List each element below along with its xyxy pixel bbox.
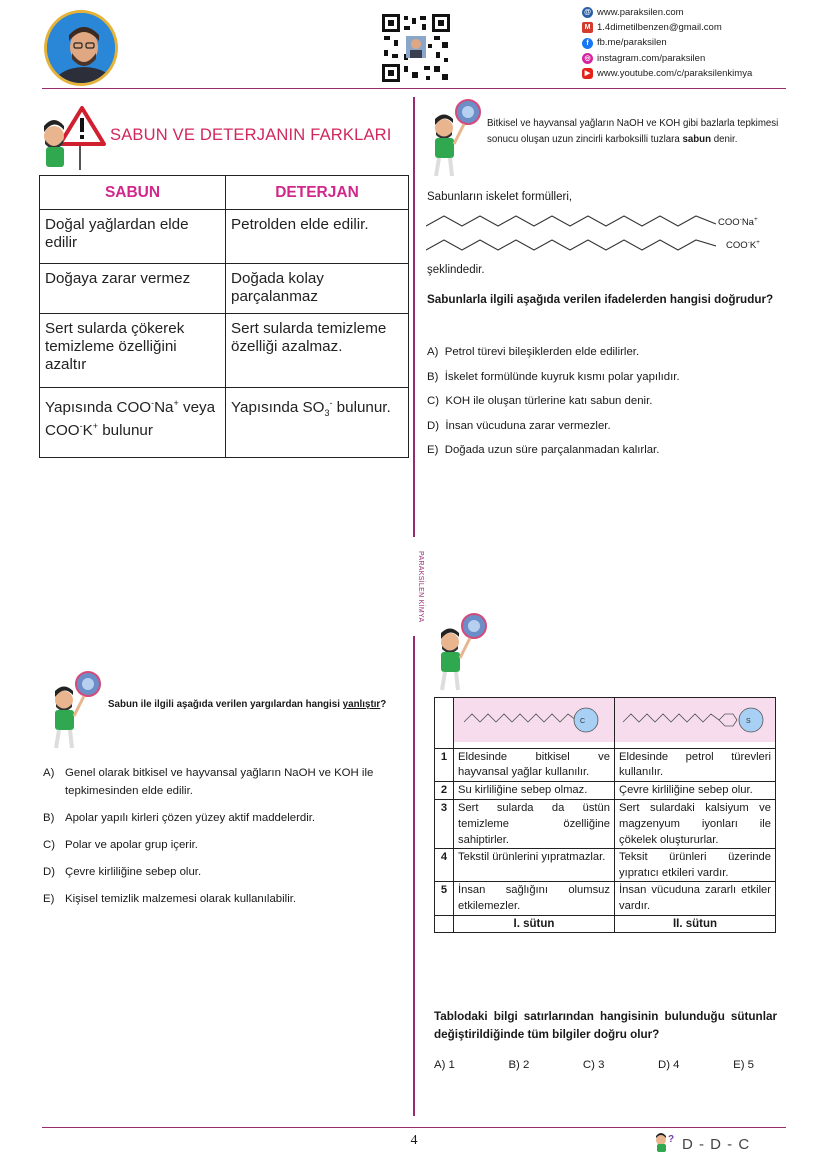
row-number: 1 (435, 748, 454, 781)
table-cell: Sert sularda çökerek temizleme özelliğini azaltır (40, 314, 226, 388)
mascot-scientist-icon (44, 670, 106, 754)
option-e[interactable]: E) Kişisel temizlik malzemesi olarak kullanılabilir. (43, 893, 297, 905)
contact-email[interactable]: M 1.4dimetilbenzen@gmail.com (582, 20, 752, 35)
column-1-cell: Eldesinde bitkisel ve hayvansal yağlar kullanılır. (454, 748, 615, 781)
side-brand-text: PARAKSİLEN KİMYA (417, 551, 424, 623)
question-text: Sabunlarla ilgili aşağıda verilen ifadelerden hangisi doğrudur? (427, 293, 774, 306)
contact-instagram[interactable]: ◎ instagram.com/paraksilen (582, 51, 752, 66)
answer-options (434, 1059, 754, 1071)
header-divider (42, 88, 786, 89)
contact-facebook[interactable]: f fb.me/paraksilen (582, 35, 752, 50)
soap-detergent-table (39, 175, 409, 458)
formula-suffix: şeklindedir. (427, 264, 485, 276)
header-sabun: SABUN (40, 176, 226, 210)
option-e[interactable]: E) 5 (733, 1059, 754, 1071)
web-icon: @ (582, 7, 593, 18)
answer-options (43, 764, 405, 917)
svg-text:S: S (746, 718, 751, 725)
section-title: SABUN VE DETERJANIN FARKLARI (110, 126, 392, 144)
table-cell: Sert sularda temizleme özelliği azalmaz. (226, 314, 409, 388)
option-a[interactable]: A) Petrol türevi bileşiklerden elde edilirler. (427, 346, 640, 358)
table-cell: Petrolden elde edilir. (226, 210, 409, 264)
mascot-scientist-icon (430, 612, 492, 696)
facebook-icon: f (582, 38, 593, 49)
contact-list (582, 5, 752, 81)
table-cell: Doğaya zarar vermez (40, 264, 226, 314)
column-divider-bottom (413, 636, 415, 1116)
question-text: Tablodaki bilgi satırlarından hangisinin bulunduğu sütunlar değiştirildiğinde tüm bilgiler doğru olur? (434, 1010, 777, 1041)
detergent-structure-image (615, 698, 776, 749)
option-d[interactable]: D) Çevre kirliliğine sebep olur. (43, 866, 202, 878)
row-number: 5 (435, 882, 454, 915)
column-1-cell: İnsan sağlığını olumsuz etkilemezler. (454, 882, 615, 915)
option-a[interactable]: A) 1 (434, 1059, 455, 1071)
option-b[interactable]: B) İskelet formülünde kuyruk kısmı polar yapılıdır. (427, 370, 680, 383)
table-row (435, 781, 776, 800)
option-b[interactable]: B) 2 (508, 1059, 530, 1071)
soap-definition: Bitkisel ve hayvansal yağların NaOH ve KOH gibi bazlarla tepkimesi sonucu oluşan uzun zincirli karboksilli tuzlara sabun denir. (487, 118, 779, 145)
table-cell: Doğal yağlardan elde edilir (40, 210, 226, 264)
table-row (435, 882, 776, 915)
mascot-scientist-icon (424, 98, 486, 182)
page-number: 4 (410, 1133, 418, 1148)
table-header-row (40, 176, 409, 210)
question-text: Sabun ile ilgili aşağıda verilen yargılardan hangisi yanlıştır? (108, 699, 387, 710)
option-d[interactable]: D) 4 (658, 1059, 680, 1071)
comparison-table (434, 697, 776, 933)
table-row (435, 748, 776, 781)
option-e[interactable]: E) Doğada uzun süre parçalanmadan kalırlar. (427, 444, 660, 456)
answer-options (427, 340, 680, 463)
option-c[interactable]: C) KOH ile oluşan türlerine katı sabun denir. (427, 395, 653, 407)
answer-key: ? D - D - C (654, 1132, 750, 1156)
table-cell (435, 698, 454, 749)
option-a[interactable]: A) Genel olarak bitkisel ve hayvansal yağların NaOH ve KOH ile tepkimesinden elde edilir. (43, 767, 374, 797)
formula-k: COO-K+ (726, 239, 760, 252)
row-number: 3 (435, 800, 454, 849)
column-2-cell: İnsan vücuduna zararlı etkiler vardır. (615, 882, 776, 915)
skeleton-formulas (426, 210, 786, 260)
row-number: 2 (435, 781, 454, 800)
footer-divider (42, 1127, 786, 1128)
table-cell (435, 915, 454, 933)
column-1-label: I. sütun (454, 915, 615, 933)
mail-icon: M (582, 22, 593, 33)
svg-text:?: ? (668, 1134, 676, 1145)
option-c[interactable]: C) Polar ve apolar grup içerir. (43, 839, 198, 851)
table-row (435, 800, 776, 849)
mascot-small-icon (654, 1132, 678, 1156)
table-footer-row (435, 915, 776, 933)
column-2-cell: Çevre kirliliğine sebep olur. (615, 781, 776, 800)
column-1-cell: Sert sularda da üstün temizleme özelliğine sahiptirler. (454, 800, 615, 849)
table-cell-formula: Yapısında COO-Na+ veya COO-K+ bulunur (40, 388, 226, 458)
table-row (40, 314, 409, 388)
soap-structure-image (454, 698, 615, 749)
column-1-cell: Tekstil ürünlerini yıpratmazlar. (454, 849, 615, 882)
option-d[interactable]: D) İnsan vücuduna zarar vermezler. (427, 419, 611, 432)
option-b[interactable]: B) Apolar yapılı kirleri çözen yüzey aktif maddelerdir. (43, 812, 316, 824)
table-row (40, 210, 409, 264)
author-avatar (44, 10, 118, 86)
column-divider-top (413, 97, 415, 537)
column-2-label: II. sütun (615, 915, 776, 933)
structure-image-row (435, 698, 776, 749)
contact-youtube[interactable]: ▶ www.youtube.com/c/paraksilenkimya (582, 66, 752, 81)
table-cell: Doğada kolay parçalanmaz (226, 264, 409, 314)
skeleton-label: Sabunların iskelet formülleri, (427, 191, 573, 203)
formula-na: COO-Na+ (718, 216, 758, 229)
instagram-icon: ◎ (582, 53, 593, 64)
column-2-cell: Eldesinde petrol türevleri kullanılır. (615, 748, 776, 781)
youtube-icon: ▶ (582, 68, 593, 79)
contact-website[interactable]: @ www.paraksilen.com (582, 5, 752, 20)
option-c[interactable]: C) 3 (582, 1059, 605, 1071)
column-1-cell: Su kirliliğine sebep olmaz. (454, 781, 615, 800)
column-2-cell: Sert sulardaki kalsiyum ve magzenyum iyonları ile çökelek oluştururlar. (615, 800, 776, 849)
table-row (435, 849, 776, 882)
table-cell-formula: Yapısında $SO_3^-$ bulunur. (226, 388, 409, 458)
header-deterjan: DETERJAN (226, 176, 409, 210)
table-row (40, 264, 409, 314)
qr-code (382, 14, 450, 82)
row-number: 4 (435, 849, 454, 882)
table-row (40, 388, 409, 458)
svg-text:C: C (580, 718, 586, 725)
warning-mascot-icon (38, 106, 108, 172)
column-2-cell: Teksit ürünleri üzerinde yıpratıcı etkileri vardır. (615, 849, 776, 882)
